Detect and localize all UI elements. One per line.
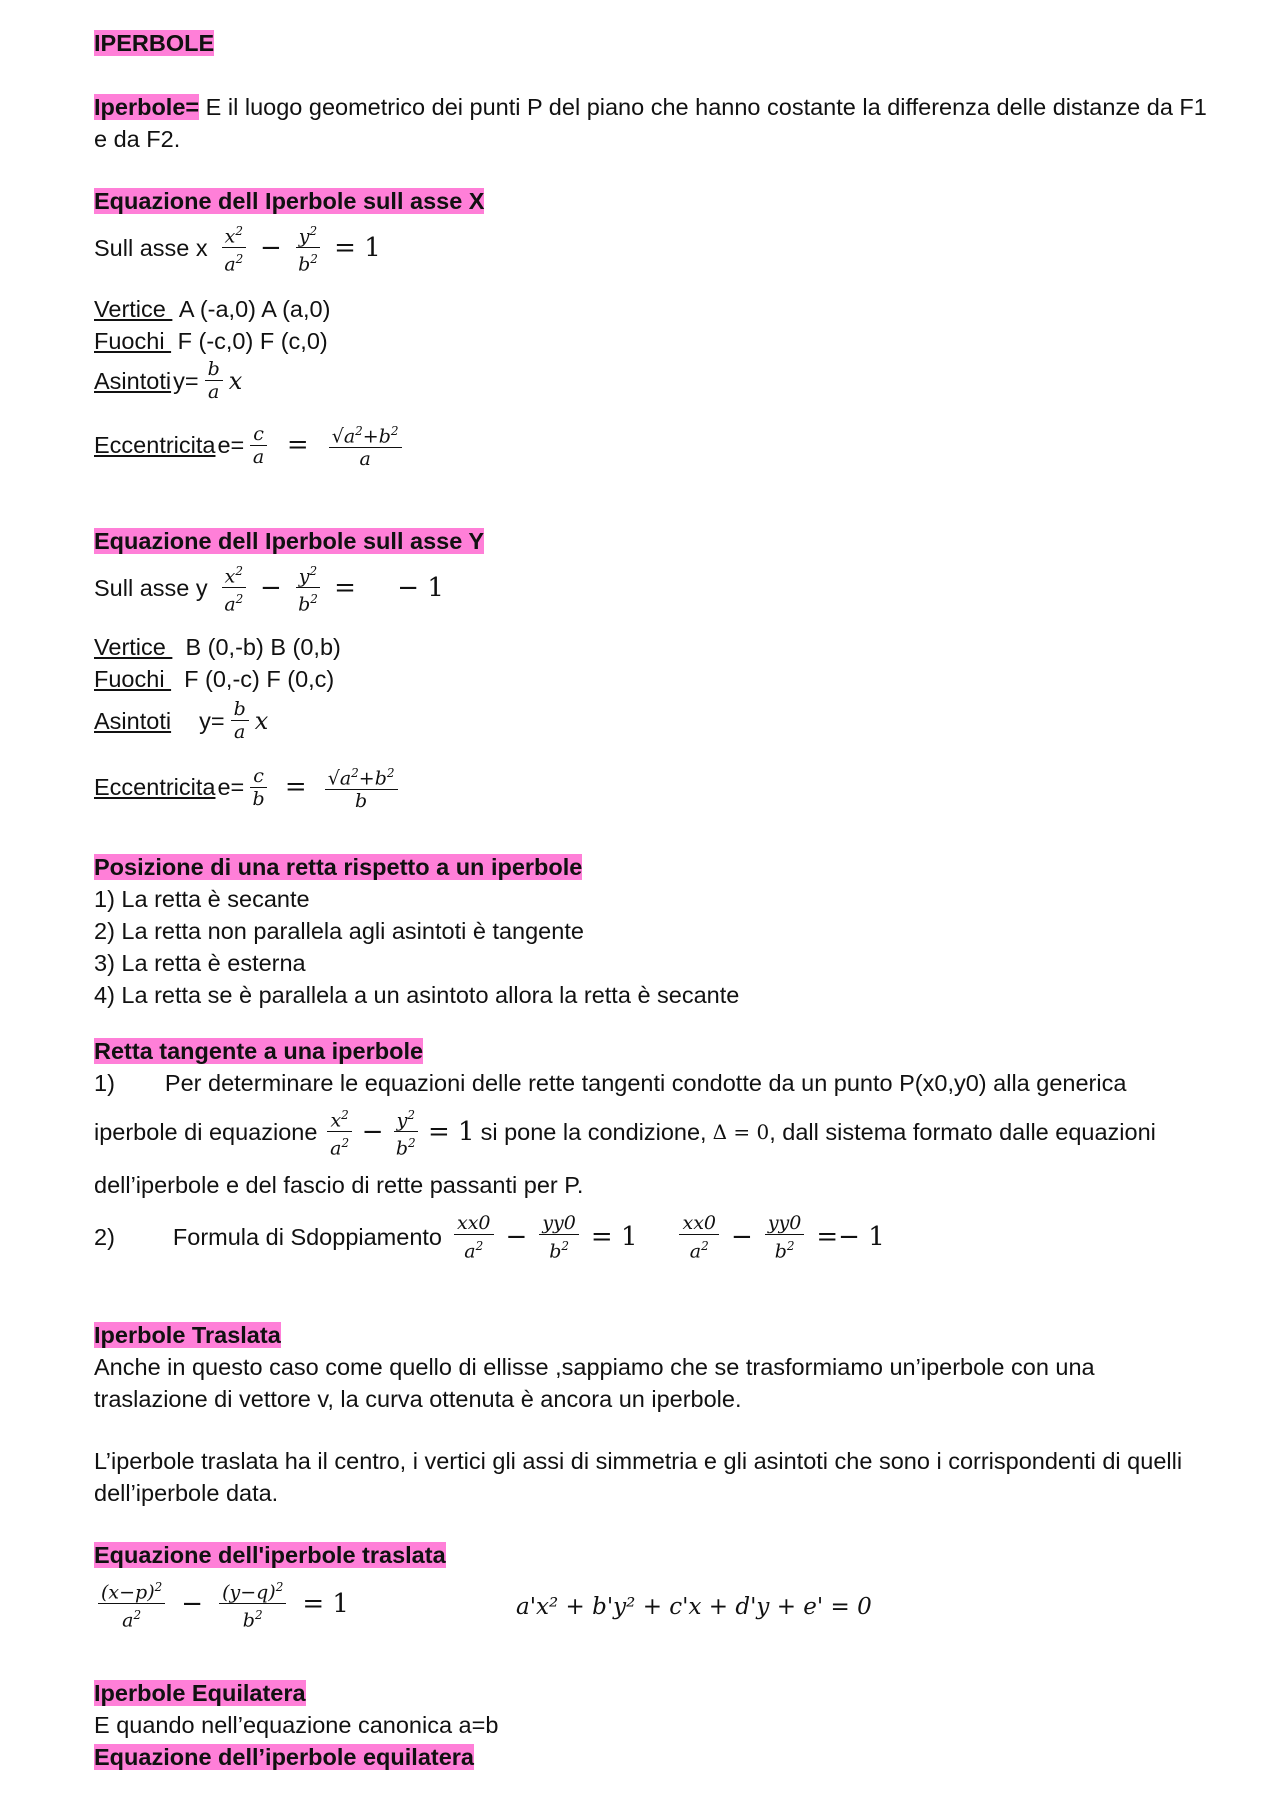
section-y-heading: Equazione dell Iperbole sull asse Y [94, 528, 485, 554]
posizione-item-2: 2) La retta non parallela agli asintoti è tangente [94, 918, 584, 944]
section-x-eccentricita: Eccentricita e= $\frac{c}{a}$ = $\frac{√a^2+b^2}{a}$ [94, 420, 406, 470]
tangente-item-1-line-1: 1) Per determinare le equazioni delle rette tangenti condotte da un punto P(x0,y0) alla generica [94, 1070, 1127, 1096]
traslata-para-2-line-2: dell’iperbole data. [94, 1480, 279, 1506]
general-conic-equation: a'x² + b'y² + c'x + d'y + e' = 0 [516, 1594, 872, 1620]
traslata-eq-heading: Equazione dell'iperbole traslata [94, 1542, 446, 1568]
definition-line-2: e da F2. [94, 126, 181, 152]
posizione-item-4: 4) La retta se è parallela a un asintoto allora la retta è secante [94, 982, 740, 1008]
tangente-item-1-line-3: dell’iperbole e del fascio di rette passanti per P. [94, 1172, 584, 1198]
section-x-fuochi: Fuochi F (-c,0) F (c,0) [94, 328, 328, 354]
definition-label: Iperbole= [94, 94, 200, 120]
section-x-equation: Sull asse x $\frac{x^2}{a^2}$ − $\frac{y^2}{b^2}$ = 1 [94, 220, 381, 276]
traslata-para-2-line-1: L’iperbole traslata ha il centro, i vertici gli assi di simmetria e gli asintoti che sono i corrispondenti di quelli [94, 1448, 1183, 1474]
section-y-asintoti: Asintoti y= $\frac{b}{a}$ x [94, 698, 269, 743]
section-y-eccentricita: Eccentricita e= $\frac{c}{b}$ = $\frac{√a^2+b^2}{b}$ [94, 762, 402, 812]
section-y-vertice: Vertice B (0,-b) B (0,b) [94, 634, 341, 660]
section-x-asintoti: Asintoti y= $\frac{b}{a}$ x [94, 358, 243, 403]
tangente-item-2: 2) Formula di Sdoppiamento $\frac{xx0}{a^2}$ − $\frac{yy0}{b^2}$ = 1 $\frac{xx0}{a^2}$ − $\frac{yy0}{b^2}$ =− 1 [94, 1212, 885, 1263]
traslata-equation: $\frac{(x-p)^2}{a^2}$ − $\frac{(y-q)^2}{b^2}$ = 1 [94, 1576, 349, 1632]
posizione-item-1: 1) La retta è secante [94, 886, 310, 912]
x2-over-a2: $\frac{x^2}{a^2}$ [222, 220, 246, 276]
equilatera-text: E quando nell’equazione canonica a=b [94, 1712, 499, 1738]
page-title: IPERBOLE [94, 30, 215, 56]
traslata-para-1-line-2: traslazione di vettore v, la curva ottenuta è ancora un iperbole. [94, 1386, 742, 1412]
section-x-heading: Equazione dell Iperbole sull asse X [94, 188, 485, 214]
traslata-para-1-line-1: Anche in questo caso come quello di ellisse ,sappiamo che se trasformiamo un’iperbole con una [94, 1354, 1095, 1380]
definition-line-1: Iperbole= E il luogo geometrico dei punti P del piano che hanno costante la differenza delle distanze da F1 [94, 94, 1207, 120]
traslata-heading: Iperbole Traslata [94, 1322, 281, 1348]
section-y-equation: Sull asse y $\frac{x^2}{a^2}$ − $\frac{y^2}{b^2}$ = − 1 [94, 560, 444, 616]
tangente-heading: Retta tangente a una iperbole [94, 1038, 424, 1064]
section-y-fuochi: Fuochi F (0,-c) F (0,c) [94, 666, 335, 692]
section-x-vertice: Vertice A (-a,0) A (a,0) [94, 296, 331, 322]
equilatera-heading: Iperbole Equilatera [94, 1680, 306, 1706]
posizione-item-3: 3) La retta è esterna [94, 950, 306, 976]
y2-over-b2: $\frac{y^2}{b^2}$ [296, 220, 320, 276]
posizione-heading: Posizione di una retta rispetto a un iperbole [94, 854, 583, 880]
equilatera-eq-heading: Equazione dell’iperbole equilatera [94, 1744, 475, 1770]
tangente-item-1-line-2: iperbole di equazione $\frac{x^2}{a^2}$ − $\frac{y^2}{b^2}$ = 1 si pone la condizione, Δ = 0 , dall sistema formato dalle equazioni [94, 1104, 1156, 1160]
